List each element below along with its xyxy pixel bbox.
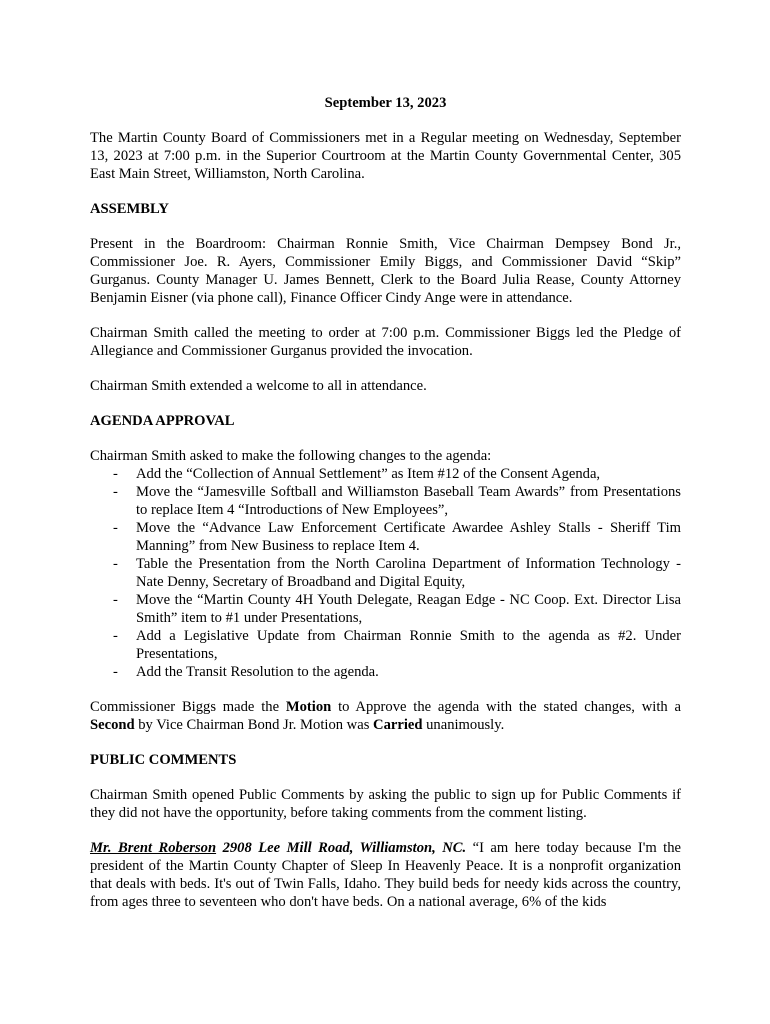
list-item-text: Move the “Jamesville Softball and Williamston Baseball Team Awards” from Presentations to replace Item 4 “Introductions of New Employees”, [136,484,681,518]
list-item [90,591,681,627]
agenda-motion-paragraph [90,698,681,734]
list-item-text: Table the Presentation from the North Carolina Department of Information Technology - Nate Denny, Secretary of Broadband and Digital Equity, [136,556,681,590]
opening-paragraph: The Martin County Board of Commissioners met in a Regular meeting on Wednesday, September 13, 2023 at 7:00 p.m. in the Superior Courtroom at the Martin County Governmental Center, 305 East Main Street, Williamston, North Carolina. [90,130,681,182]
agenda-intro: Chairman Smith asked to make the following changes to the agenda: [90,448,492,464]
speaker-address: 2908 Lee Mill Road, Williamston, NC. [216,840,467,856]
motion-text: to Approve the agenda with the stated changes, with a [331,699,681,715]
list-dash: - [113,520,118,536]
list-dash: - [113,466,118,482]
list-item [90,663,681,681]
list-dash: - [113,664,118,680]
attendance-paragraph: Present in the Boardroom: Chairman Ronnie Smith, Vice Chairman Dempsey Bond Jr., Commissioner Joe. R. Ayers, Commissioner Emily Biggs, and Commissioner David “Skip” Gurganus. County Manager U. James Bennett, Clerk to the Board Julia Rease, County Attorney Benjamin Eisner (via phone call), Finance Officer Cindy Ange were in attendance. [90,236,681,306]
list-item-text: Move the “Advance Law Enforcement Certificate Awardee Ashley Stalls - Sheriff Tim Manning” from New Business to replace Item 4. [136,520,681,554]
list-item-text: Add the “Collection of Annual Settlement” as Item #12 of the Consent Agenda, [136,466,601,482]
motion-text: by Vice Chairman Bond Jr. Motion was [134,717,374,733]
list-item-text: Add a Legislative Update from Chairman Ronnie Smith to the agenda as #2. Under Presentations, [136,628,681,662]
public-comments-intro: Chairman Smith opened Public Comments by asking the public to sign up for Public Comments if they did not have the opportunity, before taking comments from the comment listing. [90,787,681,821]
call-to-order-paragraph: Chairman Smith called the meeting to order at 7:00 p.m. Commissioner Biggs led the Pledge of Allegiance and Commissioner Gurganus provided the invocation. [90,325,681,359]
list-dash: - [113,484,118,500]
list-item-text: Add the Transit Resolution to the agenda. [136,664,379,680]
motion-keyword: Motion [285,699,332,715]
second-keyword: Second [90,717,135,733]
carried-keyword: Carried [373,717,423,733]
motion-text: unanimously. [422,717,505,733]
assembly-heading: ASSEMBLY [90,201,169,217]
motion-text: Commissioner Biggs made the [90,699,286,715]
meeting-date: September 13, 2023 [324,95,447,111]
speaker-name: Mr. Brent Roberson [90,840,217,856]
welcome-paragraph: Chairman Smith extended a welcome to all in attendance. [90,378,427,394]
agenda-approval-heading: AGENDA APPROVAL [90,413,235,429]
speaker-comment-paragraph [90,839,681,911]
list-dash: - [113,556,118,572]
list-item-text: Move the “Martin County 4H Youth Delegate, Reagan Edge - NC Coop. Ext. Director Lisa Smith” item to #1 under Presentations, [136,592,681,626]
list-dash: - [113,592,118,608]
minutes-page [90,94,681,928]
list-item [90,555,681,591]
list-item [90,483,681,519]
list-item [90,627,681,663]
list-item [90,465,681,483]
list-item [90,519,681,555]
agenda-changes-list [90,465,681,681]
public-comments-heading: PUBLIC COMMENTS [90,752,237,768]
speaker-comment-text: “I am here today because I'm the president of the Martin County Chapter of Sleep In Heavenly Peace. It is a nonprofit organization that deals with beds. It's out of Twin Falls, Idaho. They build beds for needy kids across the country, from ages three to seventeen who don't have beds. On a national average, 6% of the kids [90,840,682,910]
list-dash: - [113,628,118,644]
